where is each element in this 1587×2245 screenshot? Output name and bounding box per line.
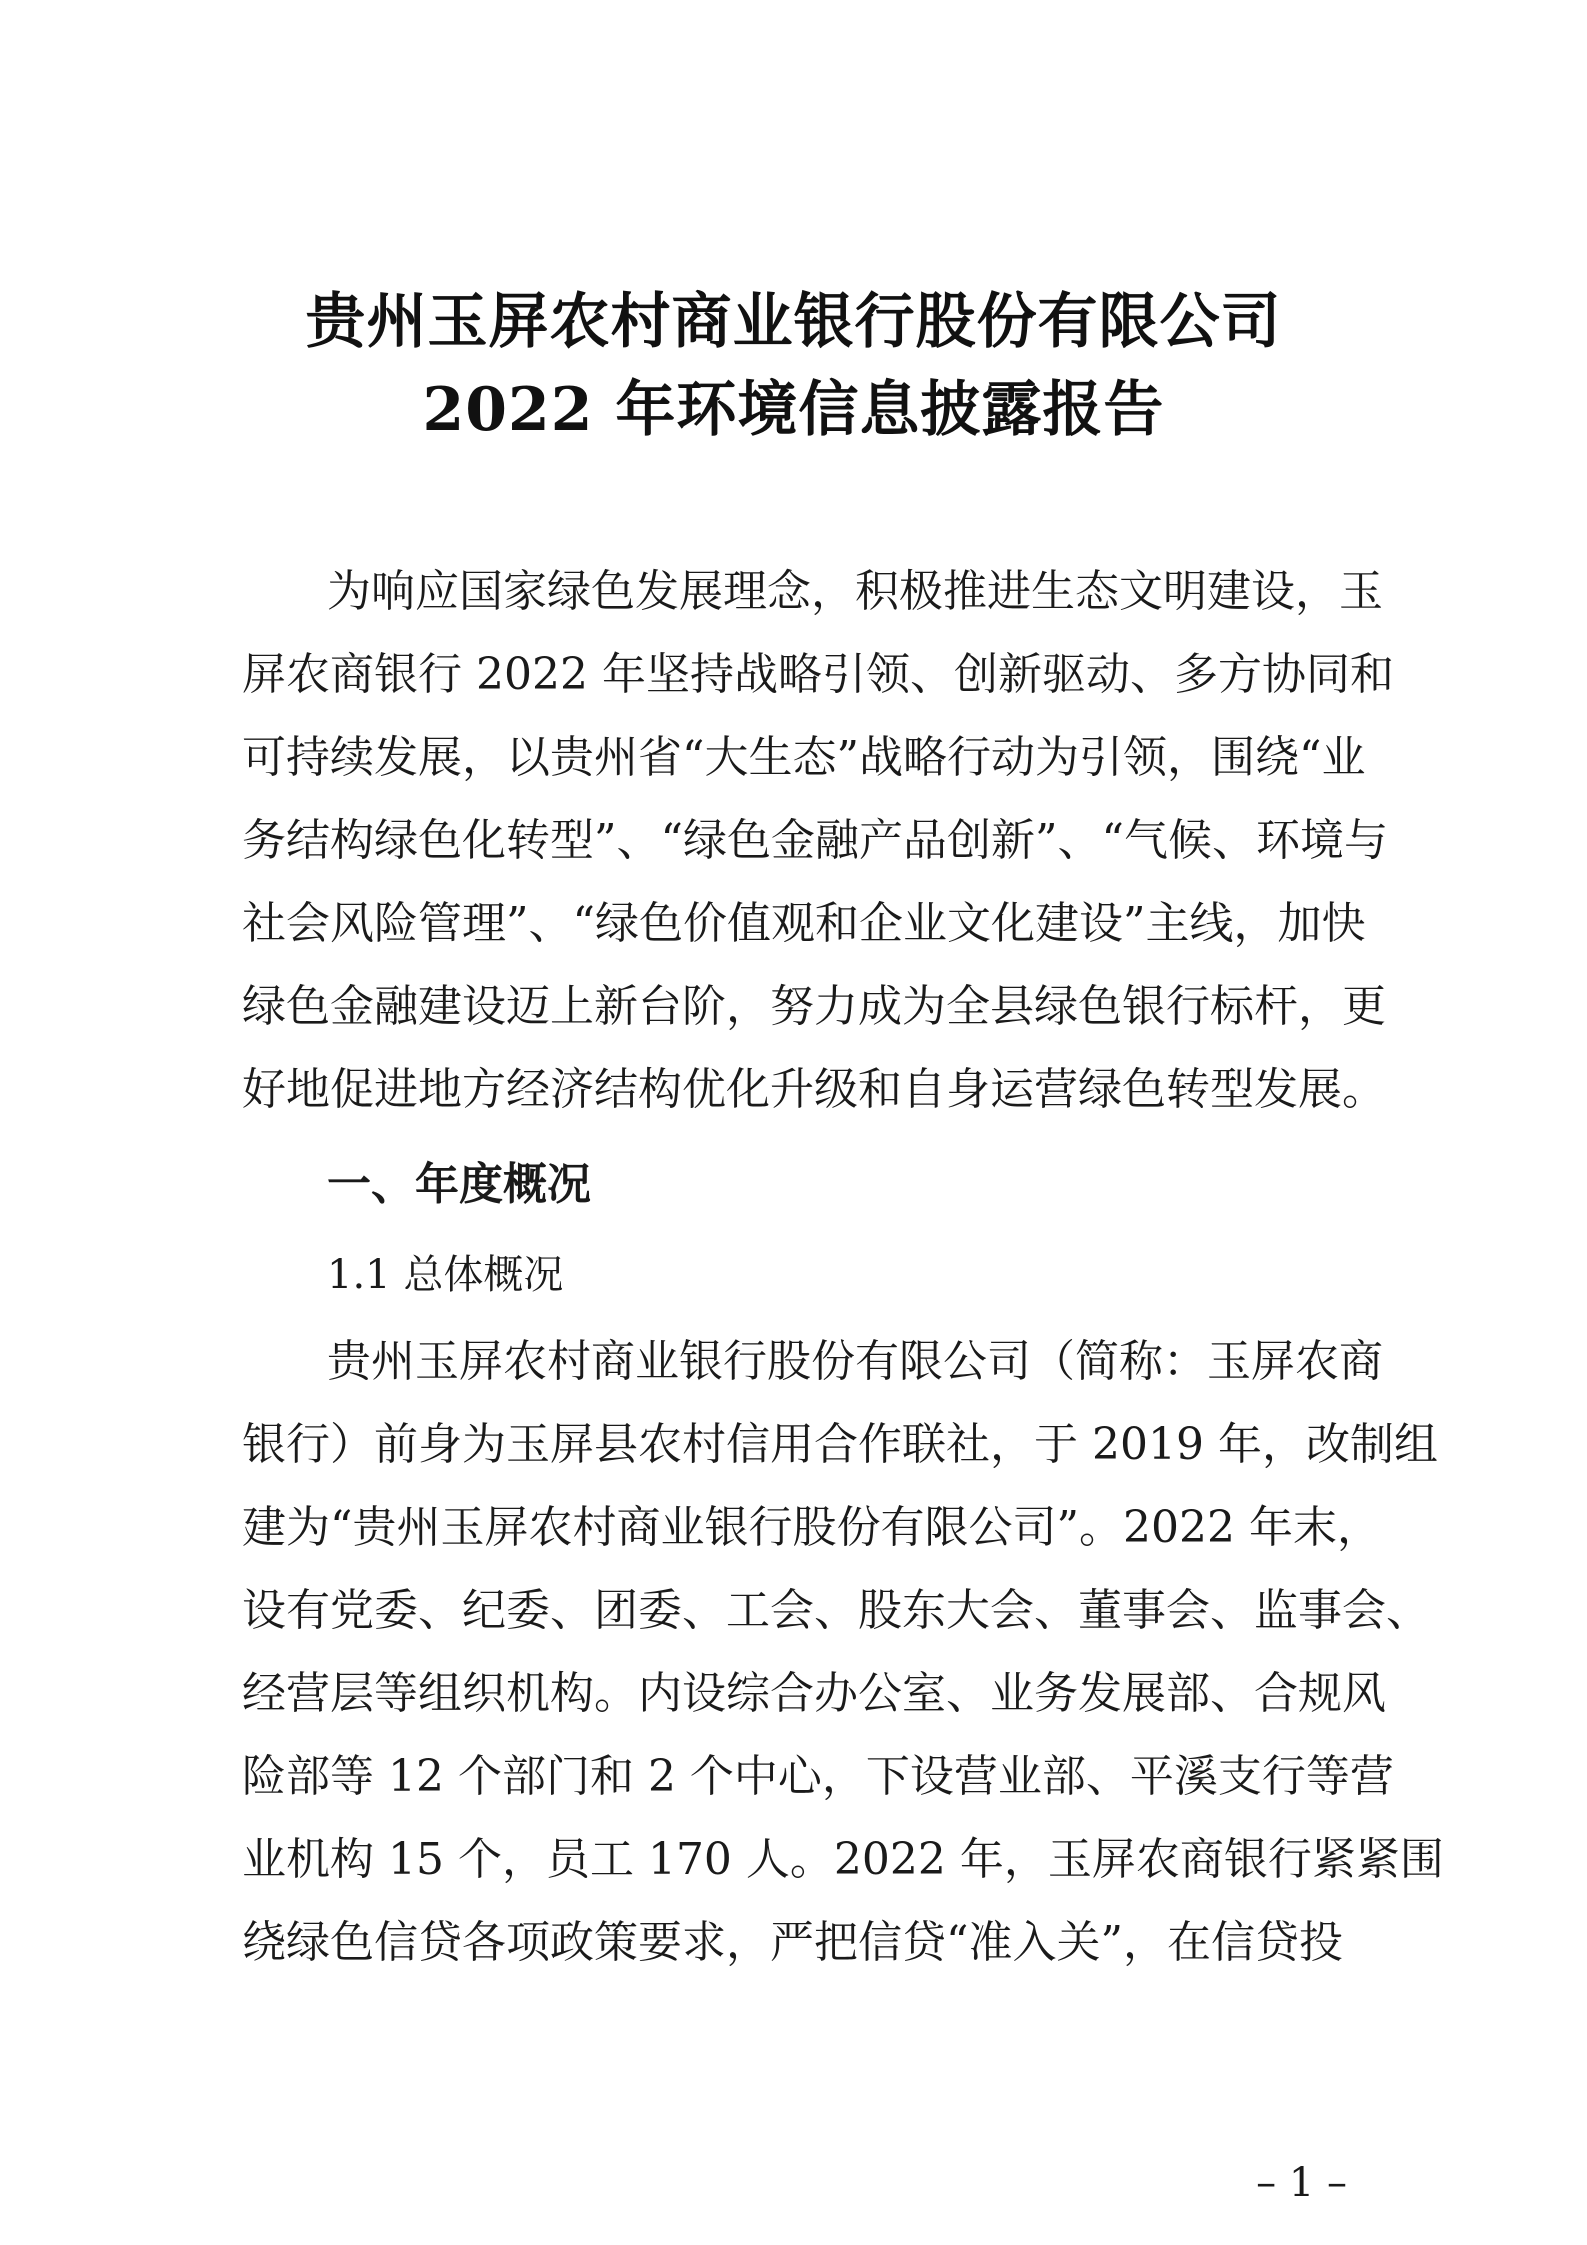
overview-line: 建为“贵州玉屏农村商业银行股份有限公司”。2022 年末， bbox=[242, 1502, 1381, 1553]
page-number: – 1 – bbox=[1256, 2160, 1347, 2206]
intro-line: 为响应国家绿色发展理念，积极推进生态文明建设，玉 bbox=[327, 566, 1383, 617]
intro-line: 社会风险管理”、“绿色价值观和企业文化建设”主线，加快 bbox=[242, 898, 1366, 949]
overview-line: 贵州玉屏农村商业银行股份有限公司（简称：玉屏农商 bbox=[327, 1336, 1383, 1387]
section-heading: 一、年度概况 bbox=[327, 1159, 591, 1210]
overview-line: 设有党委、纪委、团委、工会、股东大会、董事会、监事会、 bbox=[242, 1585, 1430, 1636]
intro-line: 务结构绿色化转型”、“绿色金融产品创新”、“气候、环境与 bbox=[242, 815, 1388, 866]
overview-line: 业机构 15 个，员工 170 人。2022 年，玉屏农商银行紧紧围 bbox=[242, 1834, 1444, 1885]
overview-line: 银行）前身为玉屏县农村信用合作联社，于 2019 年，改制组 bbox=[242, 1419, 1438, 1470]
overview-line: 险部等 12 个部门和 2 个中心，下设营业部、平溪支行等营 bbox=[242, 1751, 1394, 1802]
intro-line: 好地促进地方经济结构优化升级和自身运营绿色转型发展。 bbox=[242, 1064, 1386, 1115]
document-title-line-2: 2022 年环境信息披露报告 bbox=[422, 375, 1165, 445]
overview-line: 经营层等组织机构。内设综合办公室、业务发展部、合规风 bbox=[242, 1668, 1386, 1719]
subsection-heading: 1.1 总体概况 bbox=[327, 1252, 564, 1298]
intro-line: 屏农商银行 2022 年坚持战略引领、创新驱动、多方协同和 bbox=[242, 649, 1394, 700]
intro-line: 绿色金融建设迈上新台阶，努力成为全县绿色银行标杆，更 bbox=[242, 981, 1386, 1032]
overview-line: 绕绿色信贷各项政策要求，严把信贷“准入关”，在信贷投 bbox=[242, 1917, 1343, 1968]
document-title-line-1: 贵州玉屏农村商业银行股份有限公司 bbox=[305, 287, 1282, 357]
intro-line: 可持续发展，以贵州省“大生态”战略行动为引领，围绕“业 bbox=[242, 732, 1366, 783]
